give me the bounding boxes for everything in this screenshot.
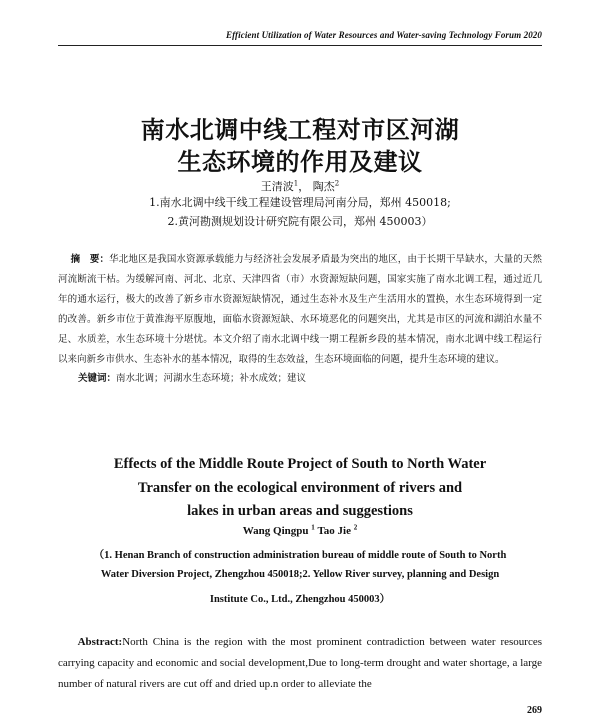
english-affiliation-line2: Water Diversion Project, Zhengzhou 450018;2. Yellow River survey, planning and Design — [100, 569, 500, 580]
english-title-line3: lakes in urban areas and suggestions — [187, 503, 413, 519]
chinese-title-line1: 南水北调中线工程对市区河湖 — [140, 115, 460, 144]
chinese-authors — [0, 178, 600, 194]
english-author1-sup: 1 — [311, 523, 315, 532]
chinese-author2-sup: 2 — [334, 179, 340, 188]
chinese-keywords-label: 关键词： — [78, 373, 117, 384]
chinese-title-line2: 生态环境的作用及建议 — [177, 147, 423, 176]
english-abstract-text: North China is the region with the most prominent contradiction between water resources carrying capacity and economic and social development,Due to long-term drought and water shortage, a large number of natural rivers are cut off and dried up.n order to alleviate the — [58, 636, 543, 690]
english-affiliation-line3: Institute Co., Ltd., Zhengzhou 450003） — [209, 594, 391, 605]
chinese-author1-sup: 1 — [293, 179, 299, 188]
running-header: Efficient Utilization of Water Resources and Water-saving Technology Forum 2020 — [225, 30, 542, 40]
chinese-keywords — [78, 370, 306, 384]
english-abstract — [58, 632, 542, 695]
english-author2-sup: 2 — [353, 523, 358, 532]
chinese-keywords-text: 南水北调；河湖水生态环境；补水成效；建议 — [116, 373, 307, 384]
chinese-abstract-label: 摘 要： — [70, 254, 110, 265]
chinese-abstract-text: 华北地区是我国水资源承载能力与经济社会发展矛盾最为突出的地区，由于长期干旱缺水，大量的天然河流断流干枯。为缓解河南、河北、北京、天津四省（市）水资源短缺问题，国家实施了南水北调工程，通过近几年的通水运行，极大的改善了新乡市水资源短缺情况，通过生态补水及生产生活用水的置换，水生态环境得到一定的改善。新乡市位于黄淮海平原腹地，面临水资源短缺、水环境恶化的问题突出，尤其是市区的河流和湖泊水量不足、水质差，水生态环境十分堪忧。本文介绍了南水北调中线一期工程新乡段的基本情况，南水北调中线工程运行以来向新乡市供水、生态补水的基本情况，取得的生态效益，生态环境面临的问题，提升生态环境的建议。 — [58, 254, 542, 365]
english-abstract-label: Abstract: — [77, 636, 123, 648]
chinese-author1: 王清波 — [260, 180, 294, 193]
english-affiliation-line1: （1. Henan Branch of construction administration bureau of middle route of South to North — [93, 550, 507, 561]
english-title-line1: Effects of the Middle Route Project of South to North Water — [113, 456, 487, 472]
english-title-line2: Transfer on the ecological environment of rivers and — [137, 480, 463, 496]
chinese-author2: 陶杰 — [312, 180, 335, 193]
chinese-affiliation1: 1.南水北调中线干线工程建设管理局河南分局，郑州 450018; — [149, 196, 451, 209]
header-rule — [58, 45, 542, 46]
page-number: 269 — [527, 705, 542, 716]
chinese-abstract — [58, 250, 542, 370]
english-author1: Wang Qingpu — [242, 525, 309, 537]
english-authors — [0, 525, 600, 537]
english-author2: Tao Jie — [317, 525, 351, 537]
chinese-author-separator: ， — [298, 180, 310, 193]
chinese-affiliation2: 2.黄河勘测规划设计研究院有限公司，郑州 450003） — [167, 215, 433, 228]
